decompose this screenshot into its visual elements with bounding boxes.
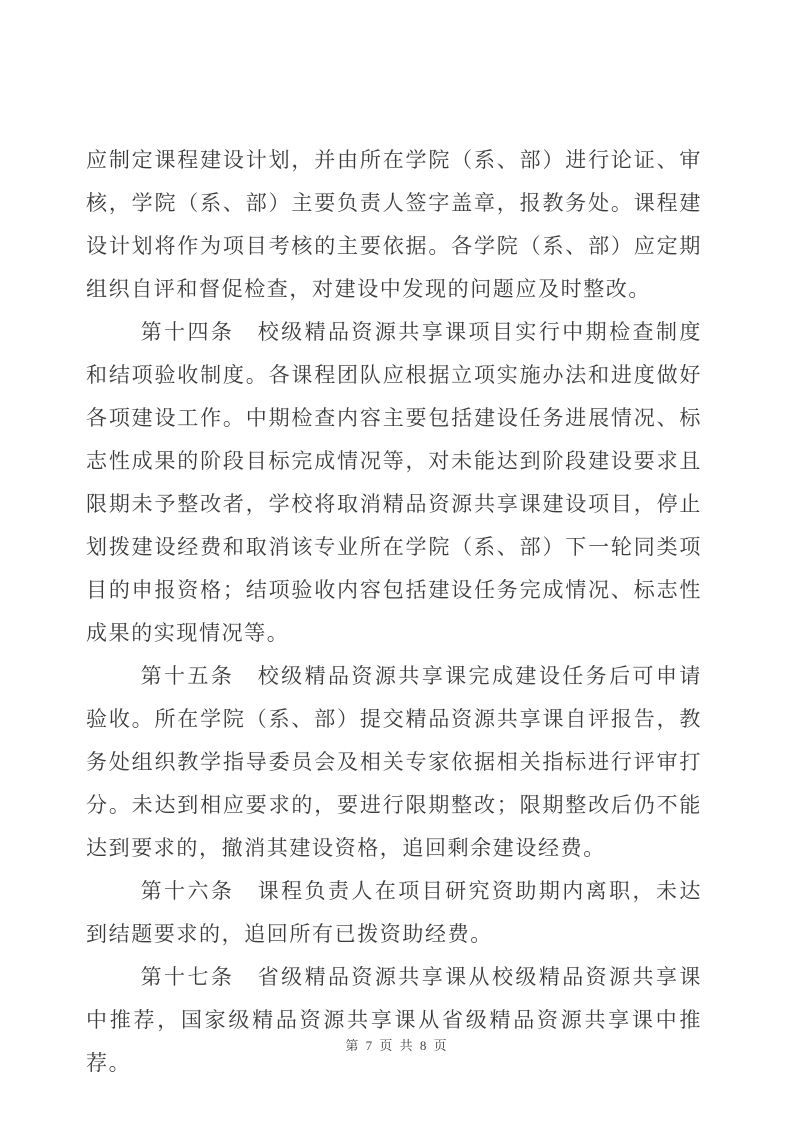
page-footer [0,1036,794,1056]
page-number-label: 第 7 页 共 8 页 [345,1038,449,1053]
paragraph-continuation: 应制定课程建设计划，并由所在学院（系、部）进行论证、审核，学院（系、部）主要负责人签字盖章，报教务处。课程建设计划将作为项目考核的主要依据。各学院（系、部）应定期组织自评和督促检查，对建设中发现的问题应及时整改。 [86,148,702,301]
document-text-block [86,139,702,1085]
paragraph-article-16: 第十六条 课程负责人在项目研究资助期内离职，未达到结题要求的，追回所有已拨资助经费。 [86,879,702,946]
paragraph-article-14: 第十四条 校级精品资源共享课项目实行中期检查制度和结项验收制度。各课程团队应根据立项实施办法和进度做好各项建设工作。中期检查内容主要包括建设任务进展情况、标志性成果的阶段目标完成情况等，对未能达到阶段建设要求且限期未予整改者，学校将取消精品资源共享课建设项目，停止划拨建设经费和取消该专业所在学院（系、部）下一轮同类项目的申报资格；结项验收内容包括建设任务完成情况、标志性成果的实现情况等。 [86,320,702,645]
paragraph-article-15: 第十五条 校级精品资源共享课完成建设任务后可申请验收。所在学院（系、部）提交精品资源共享课自评报告，教务处组织教学指导委员会及相关专家依据相关指标进行评审打分。未达到相应要求的，要进行限期整改；限期整改后仍不能达到要求的，撤消其建设资格，追回剩余建设经费。 [86,664,702,860]
paragraph-article-17: 第十七条 省级精品资源共享课从校级精品资源共享课中推荐，国家级精品资源共享课从省级精品资源共享课中推荐。 [86,965,702,1075]
